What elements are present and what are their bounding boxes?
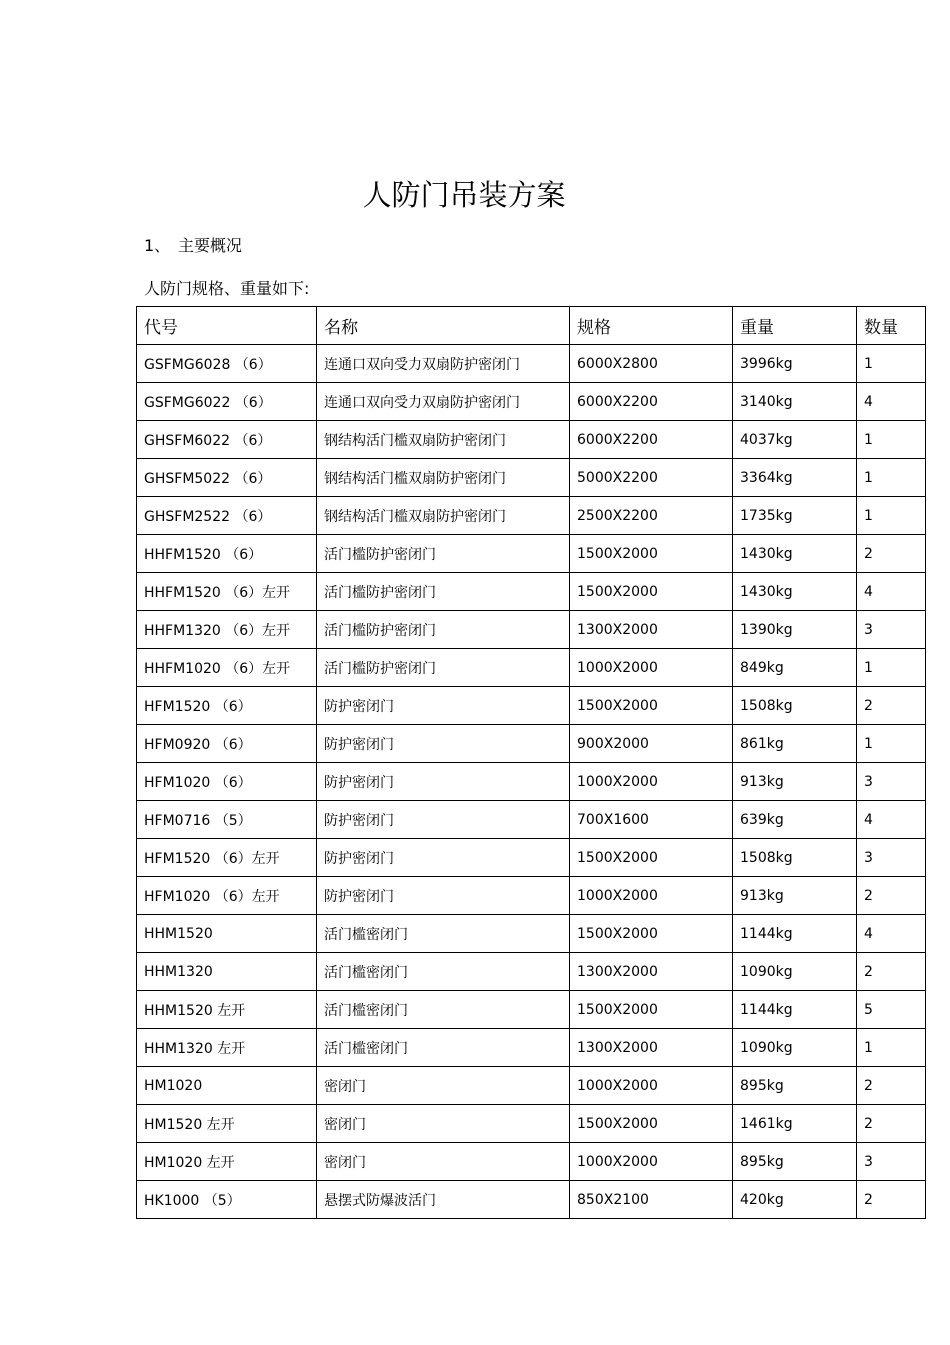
cell-spec: 1500X2000 [570, 535, 733, 573]
cell-quantity: 4 [857, 383, 926, 421]
cell-name: 密闭门 [317, 1105, 570, 1143]
header-quantity: 数量 [857, 307, 926, 345]
table-body [137, 345, 926, 1219]
cell-quantity: 2 [857, 1067, 926, 1105]
cell-spec: 5000X2200 [570, 459, 733, 497]
cell-name: 连通口双向受力双扇防护密闭门 [317, 345, 570, 383]
cell-quantity: 4 [857, 573, 926, 611]
cell-quantity: 4 [857, 915, 926, 953]
cell-quantity: 1 [857, 421, 926, 459]
cell-name: 钢结构活门槛双扇防护密闭门 [317, 497, 570, 535]
cell-quantity: 3 [857, 763, 926, 801]
table-row [137, 345, 926, 383]
cell-weight: 861kg [733, 725, 857, 763]
table-row [137, 459, 926, 497]
cell-spec: 700X1600 [570, 801, 733, 839]
cell-spec: 1000X2000 [570, 1067, 733, 1105]
cell-name: 活门槛防护密闭门 [317, 611, 570, 649]
cell-name: 活门槛密闭门 [317, 953, 570, 991]
door-spec-table [136, 306, 926, 1219]
cell-spec: 6000X2200 [570, 383, 733, 421]
table-row [137, 383, 926, 421]
table-row [137, 1105, 926, 1143]
cell-name: 防护密闭门 [317, 687, 570, 725]
cell-code: HHM1520 [137, 915, 317, 953]
cell-name: 活门槛密闭门 [317, 1029, 570, 1067]
cell-code: HM1520 左开 [137, 1105, 317, 1143]
table-row [137, 839, 926, 877]
cell-spec: 1000X2000 [570, 1143, 733, 1181]
cell-spec: 850X2100 [570, 1181, 733, 1219]
document-title: 人防门吊装方案 [362, 178, 566, 212]
cell-weight: 895kg [733, 1067, 857, 1105]
cell-name: 钢结构活门槛双扇防护密闭门 [317, 421, 570, 459]
cell-code: HHFM1020 （6）左开 [137, 649, 317, 687]
cell-weight: 913kg [733, 763, 857, 801]
cell-code: HM1020 [137, 1067, 317, 1105]
table-row [137, 725, 926, 763]
cell-weight: 1508kg [733, 839, 857, 877]
cell-name: 活门槛防护密闭门 [317, 535, 570, 573]
table-row [137, 915, 926, 953]
cell-quantity: 2 [857, 1181, 926, 1219]
cell-quantity: 5 [857, 991, 926, 1029]
header-spec: 规格 [570, 307, 733, 345]
cell-spec: 1500X2000 [570, 573, 733, 611]
cell-weight: 1461kg [733, 1105, 857, 1143]
section-heading [144, 233, 242, 256]
cell-code: GSFMG6022 （6） [137, 383, 317, 421]
cell-weight: 1735kg [733, 497, 857, 535]
cell-quantity: 1 [857, 459, 926, 497]
cell-code: HFM1520 （6） [137, 687, 317, 725]
cell-code: HFM1520 （6）左开 [137, 839, 317, 877]
cell-spec: 1500X2000 [570, 839, 733, 877]
cell-code: HFM0716 （5） [137, 801, 317, 839]
header-code: 代号 [137, 307, 317, 345]
table-row [137, 421, 926, 459]
cell-weight: 913kg [733, 877, 857, 915]
cell-spec: 2500X2200 [570, 497, 733, 535]
cell-weight: 1144kg [733, 991, 857, 1029]
cell-quantity: 3 [857, 611, 926, 649]
cell-code: HFM0920 （6） [137, 725, 317, 763]
cell-weight: 1090kg [733, 1029, 857, 1067]
cell-quantity: 1 [857, 345, 926, 383]
cell-spec: 6000X2200 [570, 421, 733, 459]
cell-code: HHFM1520 （6）左开 [137, 573, 317, 611]
cell-weight: 3140kg [733, 383, 857, 421]
table-row [137, 801, 926, 839]
table-row [137, 497, 926, 535]
table-row [137, 611, 926, 649]
cell-code: HFM1020 （6） [137, 763, 317, 801]
cell-quantity: 2 [857, 1105, 926, 1143]
cell-quantity: 1 [857, 497, 926, 535]
cell-name: 密闭门 [317, 1067, 570, 1105]
cell-code: GHSFM2522 （6） [137, 497, 317, 535]
cell-name: 活门槛密闭门 [317, 915, 570, 953]
cell-weight: 1430kg [733, 573, 857, 611]
cell-quantity: 2 [857, 953, 926, 991]
cell-name: 防护密闭门 [317, 763, 570, 801]
table-row [137, 953, 926, 991]
cell-quantity: 2 [857, 687, 926, 725]
cell-name: 活门槛密闭门 [317, 991, 570, 1029]
cell-spec: 1000X2000 [570, 763, 733, 801]
table-row [137, 1181, 926, 1219]
table-row [137, 649, 926, 687]
cell-code: HHFM1320 （6）左开 [137, 611, 317, 649]
cell-weight: 4037kg [733, 421, 857, 459]
cell-code: HHFM1520 （6） [137, 535, 317, 573]
cell-spec: 1500X2000 [570, 915, 733, 953]
cell-spec: 1500X2000 [570, 687, 733, 725]
table-row [137, 535, 926, 573]
cell-name: 防护密闭门 [317, 725, 570, 763]
cell-name: 密闭门 [317, 1143, 570, 1181]
header-name: 名称 [317, 307, 570, 345]
cell-code: HHM1520 左开 [137, 991, 317, 1029]
cell-code: HK1000 （5） [137, 1181, 317, 1219]
section-title: 主要概况 [178, 236, 243, 255]
cell-spec: 1500X2000 [570, 991, 733, 1029]
cell-name: 活门槛防护密闭门 [317, 573, 570, 611]
cell-weight: 895kg [733, 1143, 857, 1181]
cell-name: 活门槛防护密闭门 [317, 649, 570, 687]
cell-weight: 849kg [733, 649, 857, 687]
cell-spec: 1300X2000 [570, 1029, 733, 1067]
cell-name: 悬摆式防爆波活门 [317, 1181, 570, 1219]
cell-weight: 3996kg [733, 345, 857, 383]
table-row [137, 687, 926, 725]
section-number: 1、 [144, 236, 171, 255]
cell-quantity: 2 [857, 535, 926, 573]
cell-name: 钢结构活门槛双扇防护密闭门 [317, 459, 570, 497]
table-row [137, 573, 926, 611]
cell-spec: 1300X2000 [570, 953, 733, 991]
cell-code: HFM1020 （6）左开 [137, 877, 317, 915]
cell-name: 防护密闭门 [317, 877, 570, 915]
table-row [137, 1067, 926, 1105]
cell-weight: 639kg [733, 801, 857, 839]
cell-weight: 1144kg [733, 915, 857, 953]
cell-weight: 1430kg [733, 535, 857, 573]
table-row [137, 763, 926, 801]
cell-code: GSFMG6028 （6） [137, 345, 317, 383]
cell-weight: 1390kg [733, 611, 857, 649]
cell-spec: 6000X2800 [570, 345, 733, 383]
table-row [137, 991, 926, 1029]
cell-weight: 1090kg [733, 953, 857, 991]
cell-weight: 3364kg [733, 459, 857, 497]
cell-code: GHSFM5022 （6） [137, 459, 317, 497]
cell-code: HM1020 左开 [137, 1143, 317, 1181]
cell-spec: 1000X2000 [570, 649, 733, 687]
table-row [137, 877, 926, 915]
cell-quantity: 3 [857, 1143, 926, 1181]
cell-name: 防护密闭门 [317, 839, 570, 877]
cell-spec: 1500X2000 [570, 1105, 733, 1143]
table-row [137, 1029, 926, 1067]
cell-code: HHM1320 [137, 953, 317, 991]
cell-spec: 1300X2000 [570, 611, 733, 649]
cell-quantity: 1 [857, 725, 926, 763]
cell-name: 连通口双向受力双扇防护密闭门 [317, 383, 570, 421]
table-row [137, 1143, 926, 1181]
intro-text: 人防门规格、重量如下: [144, 279, 310, 298]
cell-code: GHSFM6022 （6） [137, 421, 317, 459]
header-weight: 重量 [733, 307, 857, 345]
table-header [137, 307, 926, 345]
cell-spec: 900X2000 [570, 725, 733, 763]
cell-quantity: 2 [857, 877, 926, 915]
cell-quantity: 4 [857, 801, 926, 839]
cell-weight: 1508kg [733, 687, 857, 725]
cell-quantity: 3 [857, 839, 926, 877]
header-row [137, 307, 926, 345]
cell-quantity: 1 [857, 649, 926, 687]
cell-name: 防护密闭门 [317, 801, 570, 839]
cell-spec: 1000X2000 [570, 877, 733, 915]
cell-quantity: 1 [857, 1029, 926, 1067]
cell-code: HHM1320 左开 [137, 1029, 317, 1067]
cell-weight: 420kg [733, 1181, 857, 1219]
